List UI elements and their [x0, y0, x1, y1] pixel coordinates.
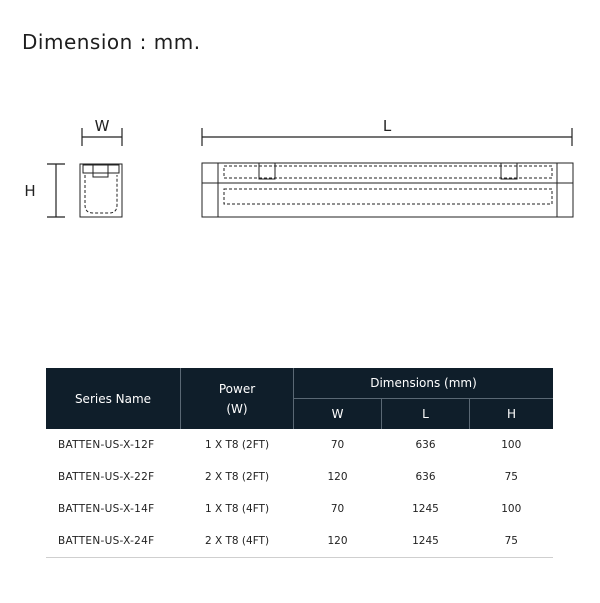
header-power-unit: (W) — [226, 401, 248, 416]
table-row — [46, 461, 553, 493]
table-row — [46, 525, 553, 558]
spec-table — [46, 368, 553, 558]
h-cell: 75 — [504, 471, 518, 483]
w-cell: 120 — [294, 525, 382, 558]
table-row — [46, 429, 553, 461]
height-dimension — [47, 164, 65, 217]
end-view — [80, 164, 122, 217]
page-title: Dimension : mm. — [22, 30, 201, 54]
header-w: W — [294, 399, 382, 430]
series-cell: BATTEN-US-X-22F — [58, 471, 155, 483]
header-power — [181, 368, 294, 429]
h-cell: 100 — [501, 439, 522, 451]
power-cell: 2 X T8 (2FT) — [204, 471, 270, 483]
h-cell: 100 — [501, 503, 522, 515]
w-cell: 120 — [327, 471, 348, 483]
l-cell: 636 — [415, 439, 436, 451]
power-cell: 2 X T8 (4FT) — [181, 525, 294, 558]
l-cell: 636 — [415, 471, 436, 483]
side-view — [202, 163, 573, 217]
power-cell: 1 X T8 (2FT) — [204, 439, 270, 451]
header-power-label: Power — [218, 381, 256, 396]
table-row — [46, 493, 553, 525]
dimension-drawing — [0, 0, 600, 240]
length-label: L — [382, 117, 392, 135]
header-dimensions: Dimensions (mm) — [294, 368, 554, 399]
header-h: H — [470, 399, 554, 430]
height-label: H — [24, 182, 36, 200]
header-l: L — [382, 399, 470, 430]
w-cell: 70 — [330, 439, 345, 451]
w-cell: 70 — [330, 503, 345, 515]
l-cell: 1245 — [412, 503, 439, 515]
width-label: W — [94, 117, 110, 135]
header-series-name: Series Name — [46, 368, 181, 429]
series-cell: BATTEN-US-X-12F — [58, 439, 155, 451]
power-cell: 1 X T8 (4FT) — [204, 503, 270, 515]
l-cell: 1245 — [382, 525, 470, 558]
series-cell: BATTEN-US-X-14F — [58, 503, 155, 515]
series-cell: BATTEN-US-X-24F — [46, 525, 181, 558]
h-cell: 75 — [470, 525, 554, 558]
